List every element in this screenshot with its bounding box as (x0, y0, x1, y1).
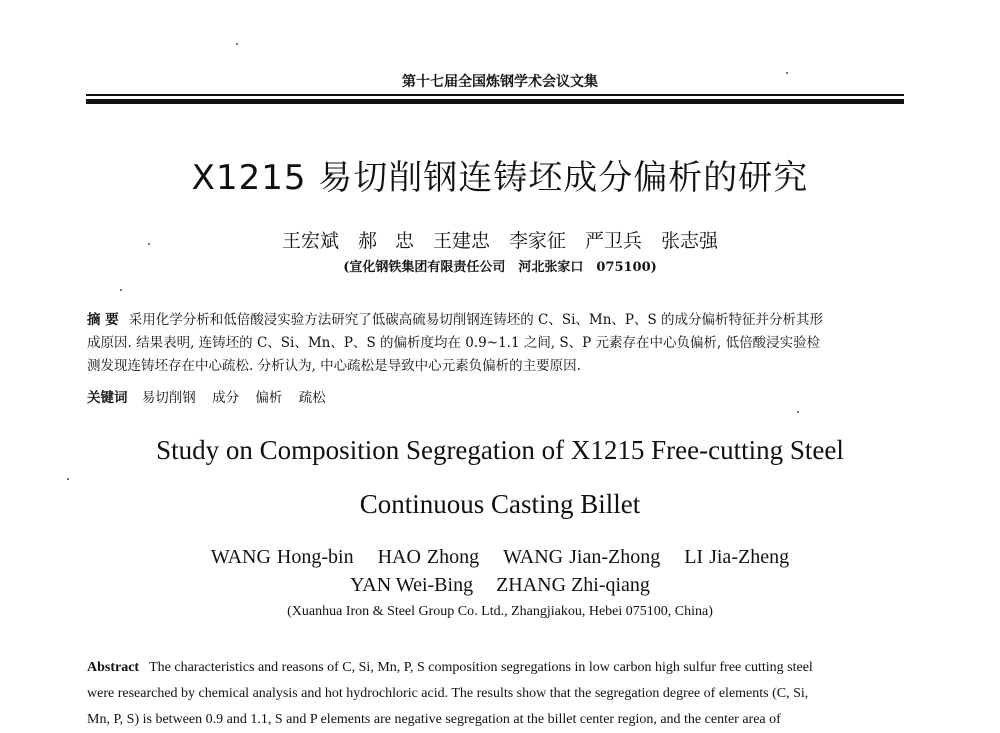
english-abstract-line (87, 655, 912, 681)
english-abstract-label: Abstract (87, 660, 140, 675)
english-abstract-line: were researched by chemical analysis and hot hydrochloric acid. The results show that the segregation degree of elements (C, Si, (87, 686, 809, 701)
chinese-abstract-line: 测发现连铸坯存在中心疏松. 分析认为, 中心疏松是导致中心元素负偏析的主要原因. (87, 358, 581, 374)
author-name: WANG Hong-bin (210, 546, 354, 568)
author-name: YAN Wei-Bing (350, 574, 474, 596)
chinese-keywords-label: 关键词 (87, 390, 128, 406)
header-rule-thick (86, 99, 904, 104)
chinese-abstract-text: 采用化学分析和低倍酸浸实验方法研究了低碳高硫易切削钢连铸坯的 C、Si、Mn、P、S 的成分偏析特征并分析其形 (128, 312, 824, 328)
english-title-line-1: Study on Composition Segregation of X1215 Free-cutting Steel (156, 435, 844, 465)
keyword: 疏松 (298, 390, 326, 406)
english-abstract-line: Mn, P, S) is between 0.9 and 1.1, S and P elements are negative segregation at the billet center region, and the center area of (87, 712, 781, 727)
chinese-affiliation: (宣化钢铁集团有限责任公司 河北张家口 075100) (343, 260, 657, 275)
english-abstract (87, 655, 912, 733)
author-name: ZHANG Zhi-qiang (496, 574, 650, 596)
scan-speck (797, 411, 799, 413)
author-name: HAO Zhong (377, 546, 480, 568)
keyword: 偏析 (255, 390, 283, 406)
scan-speck (67, 478, 69, 480)
author-name: WANG Jian-Zhong (503, 546, 661, 568)
scan-speck (786, 72, 788, 74)
keyword: 易切削钢 (141, 390, 196, 406)
chinese-abstract-label: 摘 要 (87, 312, 119, 328)
author-name: LI Jia-Zheng (684, 546, 790, 568)
chinese-keywords (87, 386, 905, 406)
chinese-abstract-line (87, 309, 905, 332)
chinese-authors: 王宏斌 郝 忠 王建忠 李家征 严卫兵 张志强 (281, 230, 719, 252)
scan-speck (236, 43, 238, 45)
chinese-abstract (87, 309, 905, 378)
keyword: 成分 (212, 390, 240, 406)
chinese-title: X1215 易切削钢连铸坯成分偏析的研究 (191, 158, 809, 198)
chinese-abstract-line: 成原因. 结果表明, 连铸坯的 C、Si、Mn、P、S 的偏析度均在 0.9~1.1 之间, S、P 元素存在中心负偏析, 低倍酸浸实验检 (87, 335, 821, 351)
scan-speck (148, 243, 150, 245)
english-abstract-text: The characteristics and reasons of C, Si, Mn, P, S composition segregations in low carbon high sulfur free cutting steel (149, 660, 813, 675)
english-title-line-2: Continuous Casting Billet (359, 489, 641, 519)
english-authors-line-2 (0, 574, 1000, 597)
proceedings-header: 第十七届全国炼钢学术会议文集 (402, 74, 598, 90)
header-rule-thin (86, 94, 904, 96)
english-affiliation: (Xuanhua Iron & Steel Group Co. Ltd., Zhangjiakou, Hebei 075100, China) (287, 604, 713, 619)
english-authors-line-1 (0, 546, 1000, 569)
scan-speck (120, 289, 122, 291)
